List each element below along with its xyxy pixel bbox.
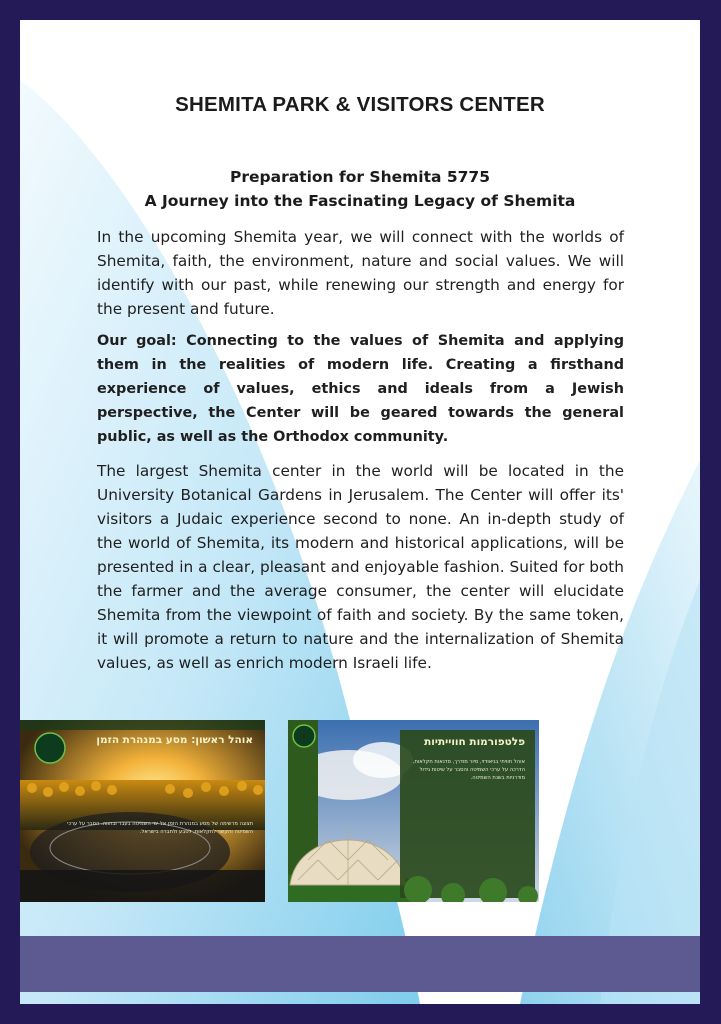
- slide-1-title: אוהל ראשון: מסע במנהרת הזמן: [96, 734, 253, 746]
- slide-image-time-tunnel: [20, 720, 265, 902]
- page-title: SHEMITA PARK & VISITORS CENTER: [175, 93, 545, 116]
- subtitle-journey: A Journey into the Fascinating Legacy of Shemita: [144, 192, 576, 210]
- slide-2-title: פלטפורמות חווייתיות: [424, 736, 525, 748]
- slide-2-text: אוהל חוויתי בגיאודזי, סיור מודרך, סדנאות חקלאות, הדרכה על ערכי השמיטה והסבר על שיטות גידול מודרניות בשנת השמיטה.: [412, 759, 525, 782]
- sunflower-field-illustration: [20, 720, 265, 902]
- intro-paragraph: In the upcoming Shemita year, we will connect with the worlds of Shemita, faith, the environment, nature and social values. We will identify with our past, while renewing our strength and energy for the present and future.: [97, 228, 624, 318]
- goal-paragraph: Our goal: Connecting to the values of Shemita and applying them in the realities of modern life. Creating a firsthand experience of values, ethics and ideals from a Jewish perspective, the Center will be geared towards the general public, as well as the Orthodox community.: [97, 333, 624, 445]
- slide-image-experiential-platforms: [288, 720, 539, 902]
- document-page: [20, 20, 700, 1004]
- bottom-color-band: [20, 936, 700, 992]
- center-description-paragraph: The largest Shemita center in the world will be located in the University Botanical Gardens in Jerusalem. The Center will offer its' visitors a Judaic experience second to none. An in-depth study of the world of Shemita, its modern and historical applications, will be presented in a clear, pleasant and enjoyable fashion. Suited for both the farmer and the average consumer, the center will elucidate Shemita from the viewpoint of faith and society. By the same token, it will promote a return to nature and the internalization of Shemita values, as well as enrich modern Israeli life.: [97, 462, 624, 672]
- slide-1-text: תצוגה מרשימה של מסע במנהרת הזמן אל ימי השמיטה בעבר ובהווה. הסבר על ערכי השמיטה והקשר לחקלאות, לטבע ולחברה בישראל.: [67, 821, 253, 836]
- subtitle-preparation: Preparation for Shemita 5775: [230, 168, 490, 186]
